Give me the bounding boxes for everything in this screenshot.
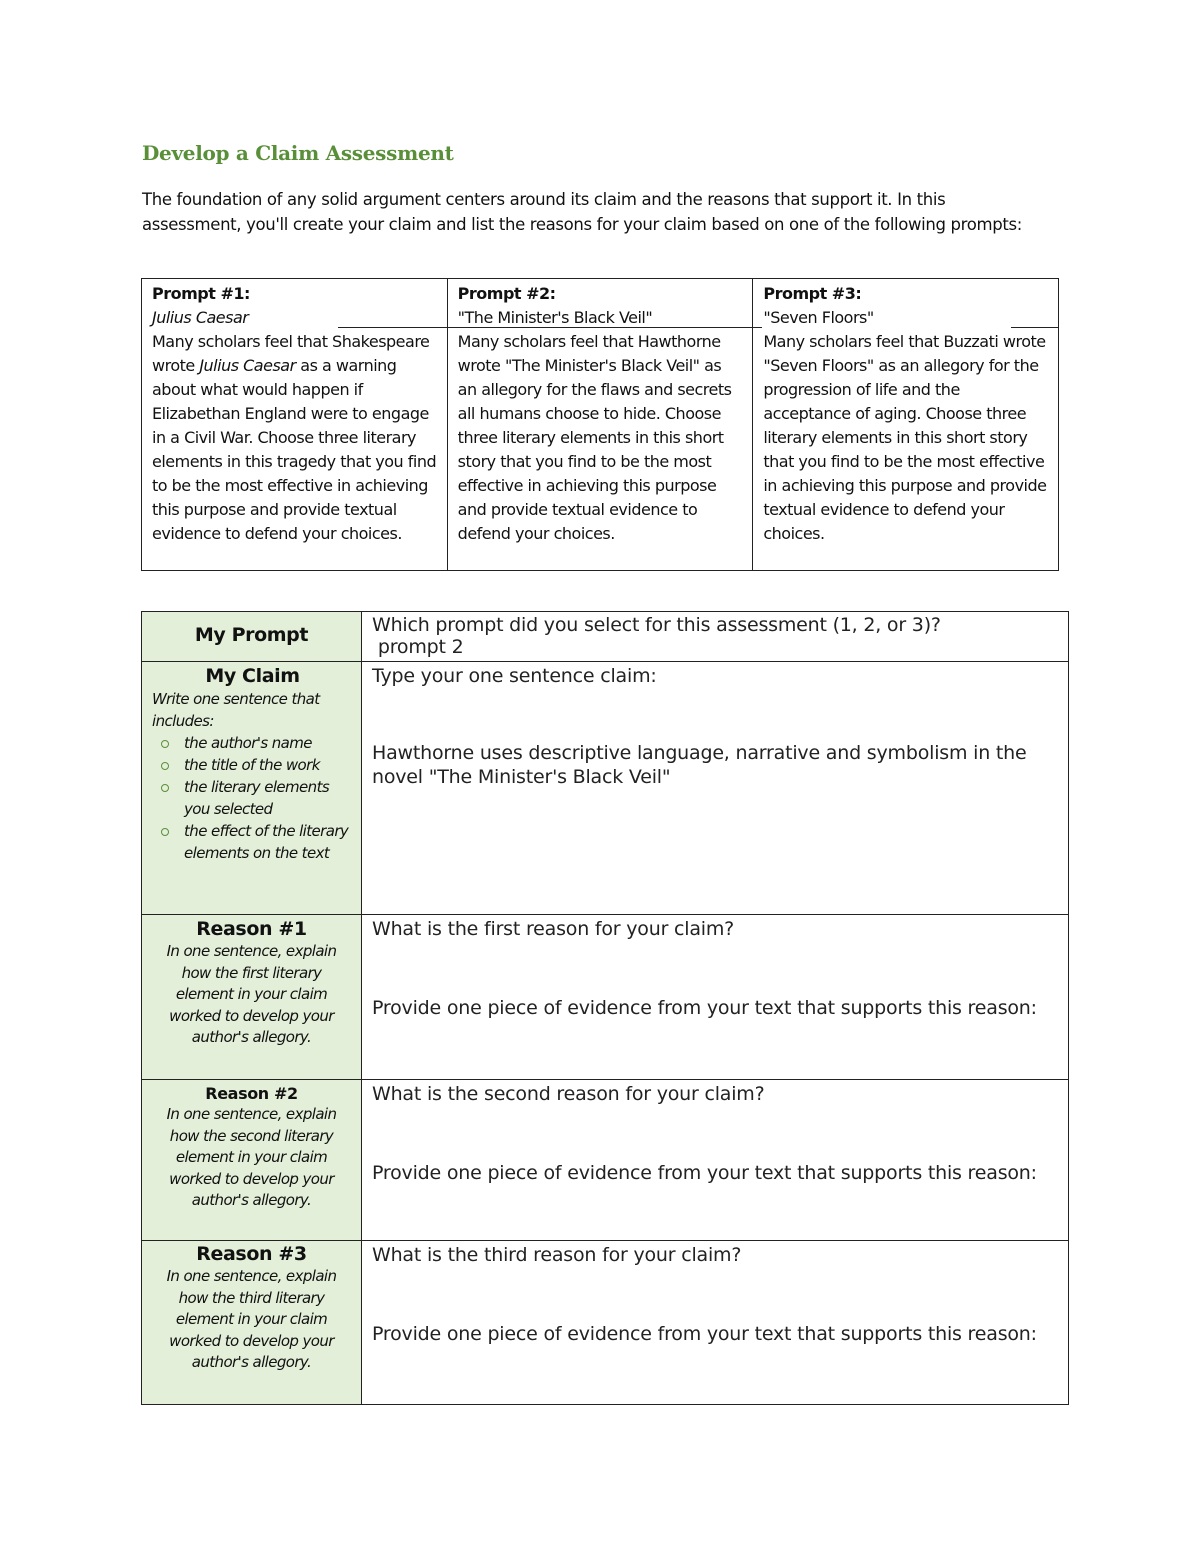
prompt-heading: Prompt #2: (457, 284, 556, 303)
reason-1-response-cell[interactable] (362, 915, 1069, 1079)
claim-requirements-list (152, 732, 353, 864)
reason-1-instruction: In one sentence, explain how the first literary element in your claim worked to develop your author's allegory. (166, 942, 337, 1046)
my-prompt-response-cell[interactable] (362, 612, 1069, 661)
my-prompt-answer[interactable]: prompt 2 (372, 636, 464, 658)
prompt-1-cell (142, 279, 447, 570)
list-item: the title of the work (184, 754, 353, 776)
my-claim-label: My Claim (205, 665, 300, 687)
prompt-2-cell (447, 279, 753, 570)
reason-1-question: What is the first reason for your claim? (372, 918, 735, 940)
reason-3-row (141, 1241, 1069, 1404)
my-prompt-row (141, 612, 1069, 661)
my-claim-answer[interactable]: Hawthorne uses descriptive language, narrative and symbolism in the novel "The Minister's Black Veil" (372, 742, 1027, 788)
reason-1-row (141, 915, 1069, 1079)
my-claim-label-cell (141, 662, 362, 914)
reason-3-label: Reason #3 (196, 1243, 307, 1265)
reason-3-question: What is the third reason for your claim? (372, 1244, 742, 1266)
reason-3-evidence-prompt: Provide one piece of evidence from your text that supports this reason: (372, 1323, 1037, 1345)
reason-2-label-cell (141, 1080, 362, 1240)
reason-2-label: Reason #2 (205, 1084, 298, 1103)
cell-divider (751, 327, 762, 328)
prompt-work-title: "The Minister's Black Veil" (457, 308, 653, 327)
prompt-heading: Prompt #1: (152, 284, 250, 303)
prompt-3-cell (752, 279, 1058, 570)
circle-bullet-icon (161, 762, 169, 770)
list-item: the author's name (184, 732, 353, 754)
claim-table (141, 611, 1069, 1405)
prompt-text: Many scholars feel that Buzzati wrote "Seven Floors" as an allegory for the progression of life and the acceptance of aging. Choose three literary elements in this short story that you find to be the most effective in achieving this purpose and provide textual evidence to defend your choices. (763, 332, 1047, 543)
my-claim-response-cell[interactable] (362, 662, 1069, 914)
reason-2-response-cell[interactable] (362, 1080, 1069, 1240)
reason-2-instruction: In one sentence, explain how the second literary element in your claim worked to develop your author's allegory. (166, 1105, 337, 1209)
my-prompt-question: Which prompt did you select for this assessment (1, 2, or 3)? (372, 614, 941, 636)
reason-1-label-cell (141, 915, 362, 1079)
reason-3-instruction: In one sentence, explain how the third literary element in your claim worked to develop your author's allegory. (166, 1267, 337, 1371)
my-claim-instruction: Write one sentence that includes: (152, 690, 320, 730)
circle-bullet-icon (161, 828, 169, 836)
reason-2-question: What is the second reason for your claim? (372, 1083, 765, 1105)
row-divider (141, 1404, 1069, 1405)
prompt-work-title: "Seven Floors" (763, 308, 874, 327)
list-item: the effect of the literary elements on the text (184, 820, 353, 864)
reason-2-row (141, 1080, 1069, 1240)
cell-divider (1011, 327, 1058, 328)
prompt-text: Many scholars feel that Shakespeare wrote Julius Caesar as a warning about what would happen if Elizabethan England were to engage in a Civil War. Choose three literary elements in this tragedy that you find to be the most effective in achieving this purpose and provide textual evidence to defend your choices. (152, 332, 437, 543)
reason-3-label-cell (141, 1241, 362, 1404)
prompt-text: Many scholars feel that Hawthorne wrote "The Minister's Black Veil" as an allegory for the flaws and secrets all humans choose to hide. Choose three literary elements in this short story that you find to be the most effective in achieving this purpose and provide textual evidence to defend your choices. (457, 332, 732, 543)
reason-2-evidence-prompt: Provide one piece of evidence from your text that supports this reason: (372, 1162, 1037, 1184)
list-item: the literary elements you selected (184, 776, 353, 820)
reason-1-evidence-prompt: Provide one piece of evidence from your text that supports this reason: (372, 997, 1037, 1019)
cell-divider (338, 327, 447, 328)
intro-paragraph: The foundation of any solid argument centers around its claim and the reasons that support it. In this assessment, you'll create your claim and list the reasons for your claim based on one of the following prompts: (142, 190, 1022, 234)
page-title: Develop a Claim Assessment (142, 141, 454, 165)
cell-divider (446, 327, 753, 328)
prompts-table (141, 278, 1059, 571)
reason-3-response-cell[interactable] (362, 1241, 1069, 1404)
reason-1-label: Reason #1 (196, 918, 307, 940)
my-claim-question: Type your one sentence claim: (372, 665, 657, 687)
my-prompt-label: My Prompt (194, 624, 309, 646)
circle-bullet-icon (161, 740, 169, 748)
prompt-work-title: Julius Caesar (152, 308, 249, 327)
circle-bullet-icon (161, 784, 169, 792)
my-prompt-label-cell (141, 612, 362, 661)
my-claim-row (141, 662, 1069, 914)
prompt-heading: Prompt #3: (763, 284, 862, 303)
